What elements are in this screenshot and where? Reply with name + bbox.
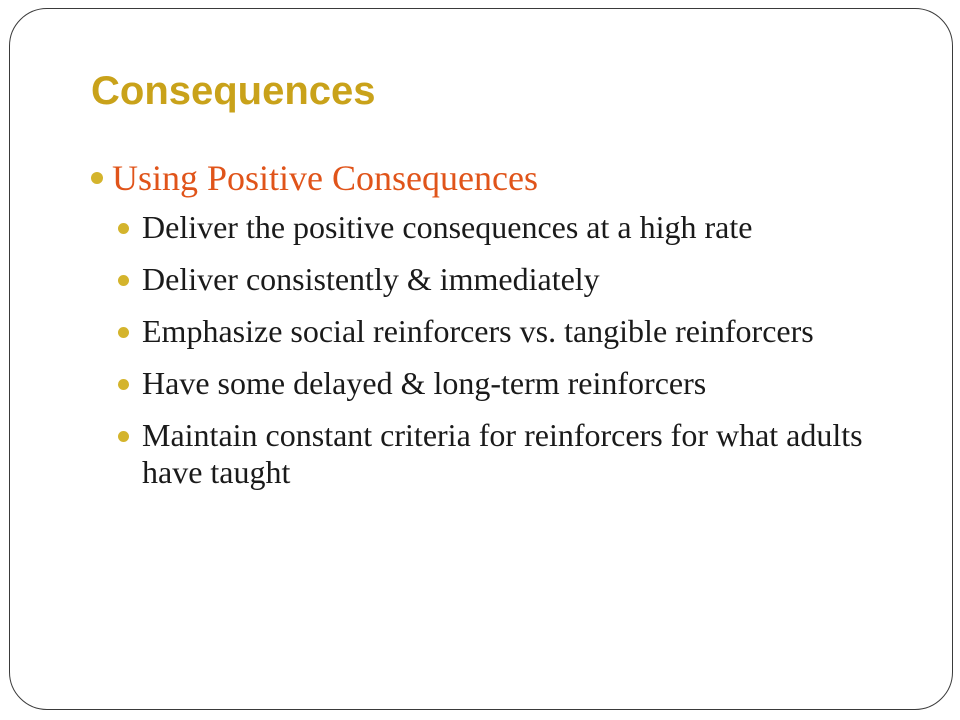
main-bullet	[91, 153, 538, 203]
sub-bullet-item	[118, 417, 918, 491]
sub-bullet-item	[118, 365, 918, 402]
sub-bullet-item	[118, 209, 918, 246]
sub-bullet-text: Deliver consistently & immediately	[142, 261, 600, 297]
sub-bullet-item	[118, 261, 918, 298]
bullet-dot-icon	[91, 172, 103, 184]
sub-bullet-text: Maintain constant criteria for reinforcers for what adults have taught	[142, 417, 863, 490]
bullet-dot-icon	[118, 379, 129, 390]
sub-bullet-text: Have some delayed & long-term reinforcers	[142, 365, 707, 401]
slide-title: Consequences	[91, 69, 376, 113]
bullet-dot-icon	[118, 431, 129, 442]
slide-frame	[9, 8, 953, 710]
sub-bullet-list	[118, 209, 918, 506]
bullet-dot-icon	[118, 223, 129, 234]
sub-bullet-text: Deliver the positive consequences at a high rate	[142, 209, 753, 245]
sub-bullet-item	[118, 313, 918, 350]
bullet-dot-icon	[118, 327, 129, 338]
main-bullet-text: Using Positive Consequences	[112, 158, 538, 198]
sub-bullet-text: Emphasize social reinforcers vs. tangible reinforcers	[142, 313, 814, 349]
bullet-dot-icon	[118, 275, 129, 286]
